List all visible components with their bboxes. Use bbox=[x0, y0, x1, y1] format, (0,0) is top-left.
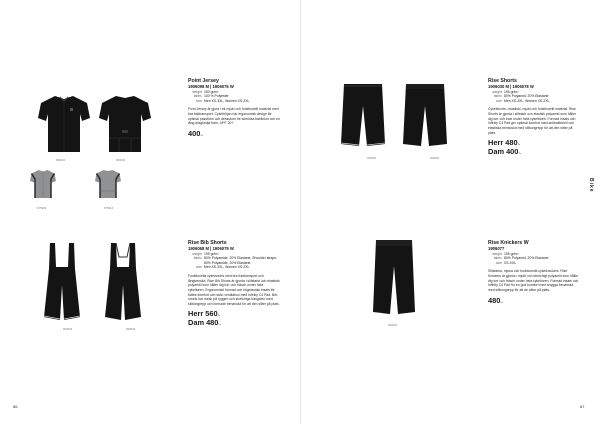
spec-value: 195 gr/m² bbox=[504, 89, 519, 94]
spec-key: size bbox=[195, 98, 202, 103]
product-description: Funktionella cykelshorts med bra fukttransport och långbenslut. Rise Bib Shorts är gjorda i slitstarkt och elastiskt polyamid som håller dig torr och fräsch under hela cykelturen. Ergonomiskt formad och högelastisk insats för bättre komfort och skön ventilation med Infinity C4 Pad. Bib-shorts har mesh på ryggen och stretchiga hängslen med silikongrepp och formade benavslut för att den sitter på plats. bbox=[188, 273, 280, 307]
product-block-point-jersey bbox=[188, 78, 280, 139]
bib-shorts-men-image bbox=[42, 243, 82, 323]
spec-key: size bbox=[495, 260, 502, 265]
product-block-rise-shorts bbox=[488, 78, 580, 157]
product-title: Rise Bib Shorts bbox=[188, 240, 227, 246]
image-code: 999000 bbox=[116, 159, 126, 162]
product-description: Cykelshorts i elastiskt, mjukt och funktionellt material. Rise Shorts är gjorda i slitstark och elastisk polyamid som håller dig torr och kvar under hela cykelturen. Formad insats och Infinity C4 Pad ger optimal komfort med antibakteriell och elastiska benavslut med silikongrepp för att den sitter på plats. bbox=[488, 107, 577, 135]
knickers-women-image bbox=[371, 240, 417, 318]
image-code: 675916 bbox=[104, 207, 114, 210]
spec-key: fabric bbox=[493, 94, 502, 99]
product-title: Point Jersey bbox=[188, 78, 219, 84]
product-specs bbox=[488, 90, 580, 104]
product-price: 400:- bbox=[188, 129, 204, 139]
image-code: 999000 bbox=[388, 324, 398, 327]
product-sku: 1906030 M | 1906078 W bbox=[488, 84, 534, 89]
product-sku: 1906098 M | 1906076 W bbox=[188, 84, 234, 89]
product-specs bbox=[188, 252, 280, 270]
spec-key: weight bbox=[192, 89, 202, 94]
product-specs bbox=[188, 90, 280, 104]
page-number-left: 86 bbox=[13, 404, 18, 409]
spec-key: fabric bbox=[193, 256, 202, 261]
spec-key: weight bbox=[492, 251, 502, 256]
spec-key: fabric bbox=[193, 94, 202, 99]
image-code: 999000 bbox=[367, 157, 377, 160]
bib-shorts-women-image bbox=[103, 243, 143, 323]
spec-value: 195 gr/m² bbox=[204, 251, 219, 256]
shorts-men-image bbox=[340, 82, 386, 148]
jersey-grey-back-image bbox=[95, 168, 121, 200]
spec-value: 195 gr/m² bbox=[504, 251, 519, 256]
spec-value: 80% Polyamid, 20% Elastane bbox=[504, 94, 549, 99]
image-code: 999000 bbox=[63, 328, 73, 331]
spec-key: weight bbox=[492, 89, 502, 94]
jersey-grey-front-image bbox=[30, 168, 56, 200]
product-block-rise-bib-shorts bbox=[188, 240, 280, 328]
jersey-black-front-image bbox=[38, 94, 90, 154]
image-code: 999000 bbox=[56, 159, 66, 162]
product-price: Dam 480:- bbox=[188, 318, 222, 327]
spec-key: size bbox=[195, 265, 202, 270]
product-price: 480:- bbox=[488, 295, 504, 305]
product-sku: 1906077 bbox=[488, 246, 505, 251]
image-code: 999000 bbox=[126, 328, 136, 331]
spec-value: Men XS-3XL, Women XS-2XL bbox=[204, 265, 250, 270]
section-label: Bike bbox=[588, 178, 594, 193]
spec-value: Men XS-3XL, Women XS-2XL bbox=[204, 98, 250, 103]
spec-key: weight bbox=[192, 251, 202, 256]
product-title: Rise Knickers W bbox=[488, 240, 529, 246]
page-fold bbox=[300, 0, 301, 424]
image-code: 675999 bbox=[37, 207, 47, 210]
spec-key: size bbox=[495, 98, 502, 103]
spec-value: 80% Polyamide, 20% Elastane, Shoulder straps: 80% Polyamide, 20% Elastane bbox=[204, 256, 277, 265]
spec-value: 80% Polyamid, 20% Elastane bbox=[504, 256, 549, 261]
spec-value: Men XS-3XL, Women XS-2XL bbox=[504, 98, 550, 103]
page-number-right: 87 bbox=[580, 404, 585, 409]
product-price: Herr 480:- bbox=[488, 137, 521, 147]
product-sku: 1906068 M | 1906079 W bbox=[188, 246, 234, 251]
product-block-rise-knickers bbox=[488, 240, 580, 306]
jersey-black-back-image bbox=[99, 94, 151, 154]
spec-value: 150 gr/m² bbox=[204, 89, 219, 94]
image-code: 999000 bbox=[430, 157, 440, 160]
product-description: Slitstarka, mjuka och funktionella cykelknickers. Rise Knickers är gjorda i mjukt och stretchigt polyamid som håller dig torr och fräsch under hela cykelturen. Formad insats och Infinity C4 Pad för en god komfort med snygga benavslut med silikongrepp för att de sitter på plats. bbox=[488, 269, 579, 293]
product-title: Rise Shorts bbox=[488, 78, 517, 84]
spec-key: fabric bbox=[493, 256, 502, 261]
spec-value: XS-XXL bbox=[504, 260, 517, 265]
product-specs bbox=[488, 252, 580, 266]
product-description: Point Jersey är gjord i ett mjukt och funktionellt material med bra fukttransport. Cykeltröjan har ergonomisk design för optimal passform och dessutom tre sömlösa bakfickor och en lång dragkedja fram. UPF 30+. bbox=[188, 107, 280, 126]
product-price: Dam 400:- bbox=[488, 146, 522, 156]
product-price: Herr 560:- bbox=[188, 308, 221, 318]
shorts-women-image bbox=[402, 82, 448, 148]
spec-value: 100 % Polyester bbox=[204, 94, 229, 99]
